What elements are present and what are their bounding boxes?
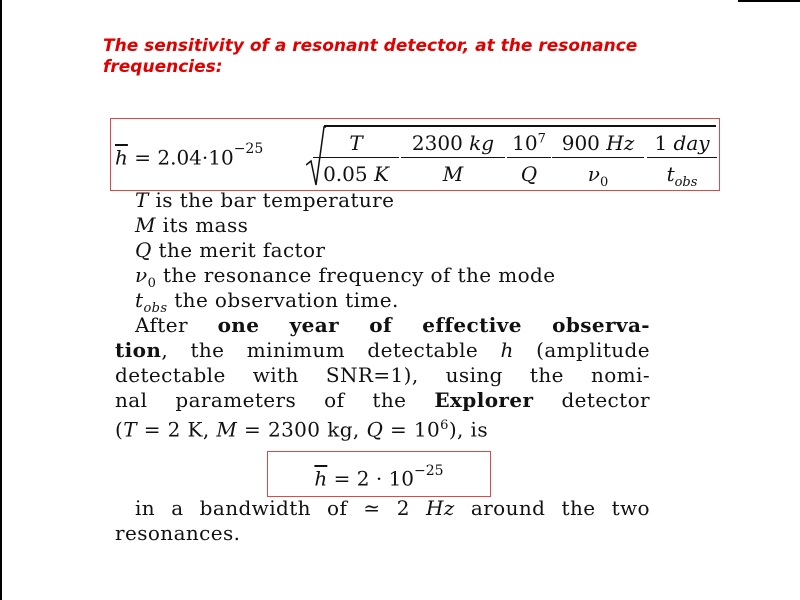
result-exponent: −25 <box>414 463 444 479</box>
paragraph-line-3: detectable with SNR=1), using the nomi- <box>115 363 650 387</box>
result-formula: $\overline{h} = 2 \cdot 10^{-25}$ <box>267 451 491 497</box>
fraction-mass: $\frac{2300 kg}{M}$ <box>401 131 505 186</box>
definition-mass: M its mass <box>135 213 249 237</box>
paragraph-line-5: (T = 2 K, M = 2300 kg, $Q = 10^6$), is <box>115 417 489 442</box>
formula-exponent: −25 <box>233 141 264 157</box>
definition-frequency: $\nu_0$ the resonance frequency of the mode <box>135 263 556 291</box>
definition-temperature: T is the bar temperature <box>135 188 395 212</box>
slide-title: The sensitivity of a resonant detector, at the resonance frequencies: <box>103 36 638 77</box>
paragraph-line-1: After one year of effective observa- <box>135 313 651 337</box>
closing-line-1: in a bandwidth of ≃ 2 Hz around the two <box>135 496 650 520</box>
closing-text <box>115 495 650 545</box>
fraction-frequency: $\frac{900 Hz}{\nu_0}$ <box>552 131 644 190</box>
fraction-quality: $\frac{10^7}{Q}$ <box>507 131 551 186</box>
definition-merit: Q the merit factor <box>135 238 326 262</box>
formula-lhs: $\overline{h} = 2.04\cdot 10^{-25}$ <box>115 141 264 170</box>
page-frame-top <box>738 0 800 2</box>
paragraph-line-2: tion, the minimum detectable h (amplitude <box>115 338 650 362</box>
page-frame-left <box>0 0 2 600</box>
paragraph-line-4: nal parameters of the Explorer detector <box>115 388 650 412</box>
sensitivity-formula <box>110 118 720 191</box>
fraction-time: 1 day $t_{obs}$ <box>647 131 717 190</box>
fraction-temperature: $\frac{T}{0.05 K}$ <box>313 131 399 186</box>
definitions-list <box>115 188 651 442</box>
closing-line-2: resonances. <box>115 521 241 545</box>
sqrt-bar <box>324 125 716 127</box>
definition-time: $t_{obs}$ the observation time. <box>135 288 399 316</box>
